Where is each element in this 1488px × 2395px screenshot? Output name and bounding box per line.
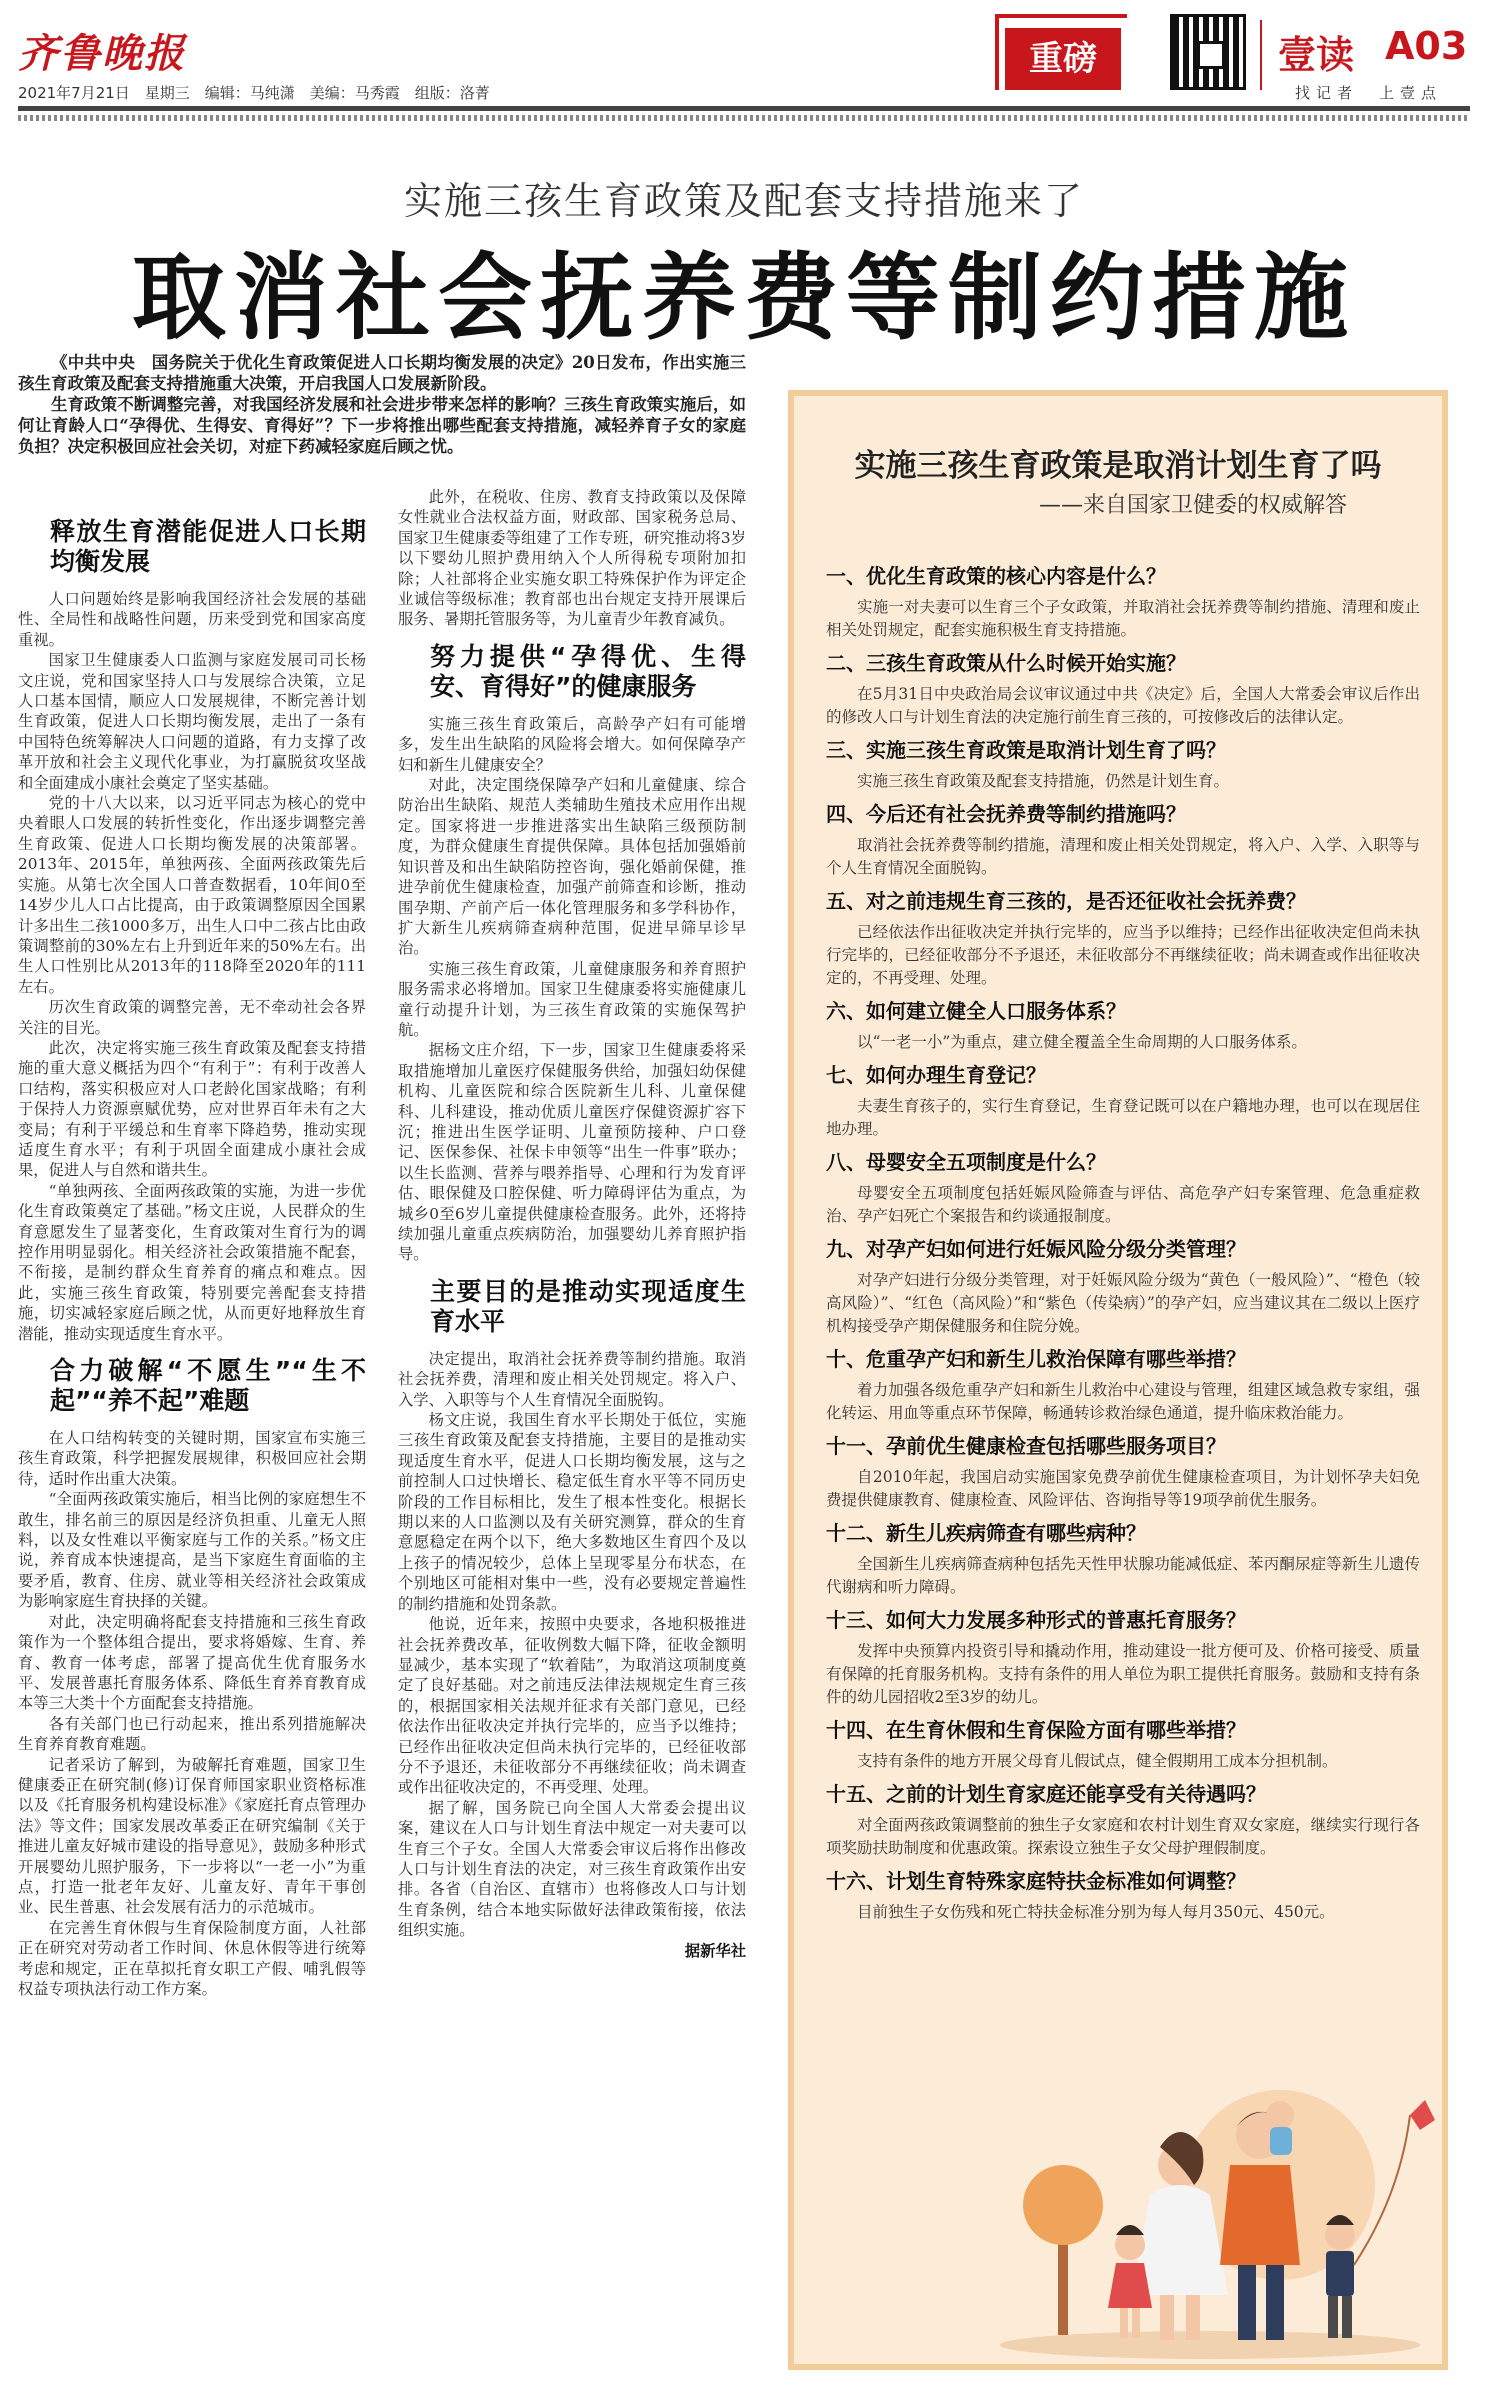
qa-question: 十四、在生育休假和生育保险方面有哪些举措？ [826,1718,1246,1742]
subheading: 释放生育潜能促进人口长期均衡发展 [50,517,366,576]
qa-answer: 全国新生儿疾病筛查病种包括先天性甲状腺功能减低症、苯丙酮尿症等新生儿遗传代谢病和听力障碍。 [826,1555,1420,1596]
qa-answer: 取消社会抚养费等制约措施，清理和废止相关处罚规定，将入户、入学、入职等与个人生育情况全面脱钩。 [826,836,1420,877]
qa-question: 一、优化生育政策的核心内容是什么？ [826,564,1166,588]
qa-question: 十二、新生儿疾病筛查有哪些病种？ [826,1521,1146,1545]
paragraph: “全面两孩政策实施后，相当比例的家庭想生不敢生，排名前三的原因是经济负担重、儿童无人照料，以及女性难以平衡家庭与工作的关系。”杨文庄说，养育成本快速提高，是当下家庭生育面临的主要矛盾，教育、住房、就业等相关经济社会政策成为影响家庭生育抉择的关键。 [18,1490,366,1611]
article-column-1 [18,505,366,2375]
qa-answer: 对孕产妇进行分级分类管理，对于妊娠风险分级为“黄色（一般风险）”、“橙色（较高风险）”、“红色（高风险）”和“紫色（传染病）”的孕产妇，应当建议其在二级以上医疗机构接受孕产期保健服务和住院分娩。 [826,1271,1420,1335]
paragraph: 人口问题始终是影响我国经济社会发展的基础性、全局性和战略性问题，历来受到党和国家高度重视。 [18,590,366,649]
paragraph: 决定提出，取消社会抚养费等制约措施。取消社会抚养费，清理和废止相关处罚规定。将入户、入学、入职等与个人生育情况全面脱钩。 [398,1349,746,1409]
qa-answer: 发挥中央预算内投资引导和撬动作用，推动建设一批方便可及、价格可接受、质量有保障的托育服务机构。支持有条件的用人单位为职工提供托育服务。鼓励和支持有条件的幼儿园招收2至3岁的幼儿。 [826,1642,1420,1706]
qa-answer: 以“一老一小”为重点，建立健全覆盖全生命周期的人口服务体系。 [857,1033,1307,1051]
paragraph: 实施三孩生育政策，儿童健康服务和养育照护服务需求必将增加。国家卫生健康委将实施健康儿童行动提升计划，为三孩生育政策的实施保驾护航。 [398,959,746,1039]
qa-answer: 夫妻生育孩子的，实行生育登记，生育登记既可以在户籍地办理，也可以在现居住地办理。 [826,1097,1420,1138]
paragraph: 据杨文庄介绍，下一步，国家卫生健康委将采取措施增加儿童医疗保健服务供给，加强妇幼保健机构、儿童医院和综合医院新生儿科、儿童保健科、儿科建设，推动优质儿童医疗保健资源扩容下沉；推进出生医学证明、儿童预防接种、户口登记、医保参保、社保卡申领等“出生一件事”联办；以生长监测、营养与喂养指导、心理和行为发育评估、眼保健及口腔保健、听力障碍评估为重点，为城乡0至6岁儿童提供健康检查服务。此外，还将持续加强儿童重点疾病防治，加强婴幼儿养育照护指导。 [398,1041,746,1264]
main-headline: 取消社会抚养费等制约措施 [131,244,1356,353]
paragraph: 对此，决定明确将配套支持措施和三孩生育政策作为一个整体组合提出，要求将婚嫁、生育、养育、教育一体考虑，部署了提高优生优育服务水平、发展普惠托育服务体系、降低生育养育教育成本等三大类十个方面配套支持措施。 [18,1612,366,1713]
masthead-rule [18,106,1470,111]
qa-answer: 着力加强各级危重孕产妇和新生儿救治中心建设与管理，组建区域急救专家组，强化转运、用血等重点环节保障，畅通转诊救治绿色通道，提升临床救治能力。 [826,1381,1420,1422]
paragraph: 在人口结构转变的关键时期，国家宣布实施三孩生育政策，科学把握发展规律，积极回应社会期待，适时作出重大决策。 [18,1429,366,1488]
lead-paragraph: 生育政策不断调整完善，对我国经济发展和社会进步带来怎样的影响？三孩生育政策实施后，如何让育龄人口“孕得优、生得安、育得好”？下一步将推出哪些配套支持措施，减轻养育子女的家庭负担？决定积极回应社会关切，对症下药减轻家庭后顾之忧。 [18,395,746,456]
family-illustration [980,2075,1440,2365]
qa-answer: 在5月31日中央政治局会议审议通过中共《决定》后，全国人大常委会审议后作出的修改人口与计划生育法的决定施行前生育三孩的，可按修改后的法律认定。 [826,685,1420,726]
paragraph: 各有关部门也已行动起来，推出系列措施解决生育养育教育难题。 [18,1714,366,1754]
qa-question: 二、三孩生育政策从什么时候开始实施？ [826,651,1186,675]
article-column-2 [398,487,746,2375]
qa-question: 三、实施三孩生育政策是取消计划生育了吗？ [826,738,1226,762]
qa-question: 六、如何建立健全人口服务体系？ [826,999,1126,1023]
paragraph: 此外，在税收、住房、教育支持政策以及保障女性就业合法权益方面，财政部、国家税务总局、国家卫生健康委等组建了工作专班，研究推动将3岁以下婴幼儿照护费用纳入个人所得税专项附加扣除；人社部将企业实施女职工特殊保护作为评定企业诚信等级标准；教育部也出台规定支持开展课后服务、暑期托管服务等，为儿童青少年教育减负。 [398,488,746,629]
section-banner: 重磅 [1005,28,1121,90]
qa-question: 十三、如何大力发展多种形式的普惠托育服务？ [826,1608,1246,1632]
subheading: 合力破解“不愿生”“生不起”“养不起”难题 [50,1356,366,1416]
subheading: 主要目的是推动实现适度生育水平 [430,1276,746,1336]
paragraph: “单独两孩、全面两孩政策的实施，为进一步优化生育政策奠定了基础。”杨文庄说，人民群众的生育意愿发生了显著变化，生育政策对生育行为的调控作用明显弱化。相关经济社会政策措施不配套，不衔接，是制约群众生育养育的痛点和难点。因此，实施三孩生育政策，特别要完善配套支持措施，切实减轻家庭后顾之忧，从而更好地释放生育潜能，推动实现适度生育水平。 [18,1181,366,1343]
qa-question: 十五、之前的计划生育家庭还能享受有关待遇吗？ [826,1782,1266,1806]
qa-answer: 自2010年起，我国启动实施国家免费孕前优生健康检查项目，为计划怀孕夫妇免费提供健康教育、健康检查、风险评估、咨询指导等19项孕前优生服务。 [826,1468,1420,1509]
qa-question: 九、对孕产妇如何进行妊娠风险分级分类管理？ [826,1237,1246,1261]
paragraph: 在完善生育休假与生育保险制度方面，人社部正在研究对劳动者工作时间、休息休假等进行统筹考虑和规定，正在草拟托育女职工产假、哺乳假等权益专项执法行动工作方案。 [18,1918,366,1998]
qa-question: 四、今后还有社会抚养费等制约措施吗？ [826,802,1186,826]
paragraph: 党的十八大以来，以习近平同志为核心的党中央着眼人口发展的转折性变化，作出逐步调整完善生育政策、促进人口长期均衡发展的决策部署。2013年、2015年，单独两孩、全面两孩政策先后实施。从第七次全国人口普查数据看，10年间0至14岁少儿人口占比提高，由于政策调整原因全国累计多出生二孩1000多万，出生人口中二孩占比由政策调整前的30%左右上升到近年来的50%左右。出生人口性别比从2013年的118降至2020年的111左右。 [18,794,366,996]
paragraph: 他说，近年来，按照中央要求，各地积极推进社会抚养费改革，征收例数大幅下降，征收金额明显减少，基本实现了“软着陆”，为取消这项制度奠定了良好基础。对之前违反法律法规规定生育三孩的，根据国家相关法规并征求有关部门意见，已经依法作出征收决定并执行完毕的，应当予以维持；已经作出征收决定但尚未执行完毕的，已经征收部分不予退还，未征收部分不再继续征收；尚未调查或作出征收决定的，不再受理、处理。 [398,1615,746,1797]
qa-answer: 支持有条件的地方开展父母育儿假试点，健全假期用工成本分担机制。 [857,1752,1338,1770]
qa-answer: 实施一对夫妻可以生育三个子女政策，并取消社会抚养费等制约措施、清理和废止相关处罚规定，配套实施积极生育支持措施。 [826,598,1420,639]
qa-answer: 母婴安全五项制度包括妊娠风险筛查与评估、高危孕产妇专案管理、危急重症救治、孕产妇死亡个案报告和约谈通报制度。 [826,1184,1420,1225]
qr-code-icon [1170,14,1246,90]
byline-source: 据新华社 [684,1941,746,1960]
lead-paragraphs [18,352,746,457]
qa-question: 五、对之前违规生育三孩的，是否还征收社会抚养费？ [826,889,1306,913]
paragraph: 对此，决定围绕保障孕产妇和儿童健康、综合防治出生缺陷、规范人类辅助生殖技术应用作出规定。国家将进一步推进落实出生缺陷三级预防制度，为群众健康生育提供保障。具体包括加强婚前知识普及和出生缺陷防控咨询，强化婚前保健，推进孕前优生健康检查，加强产前筛查和诊断，推动围孕期、产前产后一体化管理服务和多学科协作，扩大新生儿疾病筛查病种范围，促进早筛早诊早治。 [398,776,746,958]
sidebar-title: 实施三孩生育政策是取消计划生育了吗 [854,448,1382,484]
paragraph: 国家卫生健康委人口监测与家庭发展司司长杨文庄说，党和国家坚持人口与发展综合决策，立足人口基本国情，顺应人口发展规律，不断完善计划生育政策，促进人口长期均衡发展，走出了一条有中国特色统筹解决人口问题的道路，有力支撑了改革开放和社会主义现代化事业，为打赢脱贫攻坚战和全面建成小康社会奠定了坚实基础。 [18,651,366,792]
lead-paragraph: 《中共中央 国务院关于优化生育政策促进人口长期均衡发展的决定》20日发布，作出实施三孩生育政策及配套支持措施重大决策，开启我国人口发展新阶段。 [18,353,746,393]
paragraph: 杨文庄说，我国生育水平长期处于低位，实施三孩生育政策及配套支持措施，主要目的是推动实现适度生育水平，促进人口长期均衡发展，这与之前控制人口过快增长、稳定低生育水平等不同历史阶段的工作目标相比，发生了根本性变化。根据长期以来的人口监测以及有关研究测算，群众的生育意愿稳定在两个以下，绝大多数地区生育四个及以上孩子的情况较少，总体上呈现零星分布状态，在个别地区可能相对集中一些，没有必要规定普遍性的制约措施和处罚条款。 [398,1411,746,1613]
qa-answer: 实施三孩生育政策及配套支持措施，仍然是计划生育。 [857,772,1230,790]
qa-answer: 目前独生子女伤残和死亡特扶金标准分别为每人每月350元、450元。 [857,1903,1335,1921]
reporter-slogan: 找记者 上壹点 [1295,84,1443,102]
paragraph: 记者采访了解到，为破解托育难题，国家卫生健康委正在研究制(修)订保育师国家职业资格标准以及《托育服务机构建设标准》《家庭托育点管理办法》等文件；国家发展改革委正在研究编制《关于推进儿童友好城市建设的指导意见》，鼓励多种形式开展婴幼儿照护服务，下一步将以“一老一小”为重点，打造一批老年友好、儿童友好、青年干事创业、民生普惠、社会发展有活力的示范城市。 [18,1755,366,1917]
paragraph: 实施三孩生育政策后，高龄孕产妇有可能增多，发生出生缺陷的风险将会增大。如何保障孕产妇和新生儿健康安全？ [398,714,746,774]
newspaper-logo: 齐鲁晚报 [18,30,186,77]
kicker-headline: 实施三孩生育政策及配套支持措施来了 [403,179,1084,223]
qa-question: 十一、孕前优生健康检查包括哪些服务项目？ [826,1434,1226,1458]
qa-list [826,555,1420,2095]
divider [1260,20,1262,90]
paragraph: 历次生育政策的调整完善，无不牵动社会各界关注的目光。 [18,998,366,1037]
page-number: A03 [1385,24,1468,68]
sidebar-subtitle: ——来自国家卫健委的权威解答 [1038,493,1347,518]
qa-question: 十、危重孕产妇和新生儿救治保障有哪些举措？ [826,1347,1246,1371]
section-name: 壹读 [1278,33,1355,77]
qa-question: 十六、计划生育特殊家庭特扶金标准如何调整？ [826,1869,1246,1893]
paragraph: 据了解，国务院已向全国人大常委会提出议案，建议在人口与计划生育法中规定一对夫妻可以生育三个子女。全国人大常委会审议后将作出修改人口与计划生育法的决定，对三孩生育政策作出安排。各省（自治区、直辖市）也将修改人口与计划生育条例，结合本地实际做好法律政策衔接，依法组织实施。 [398,1798,746,1940]
masthead-dotted-rule [18,115,1470,121]
qa-answer: 已经依法作出征收决定并执行完毕的，应当予以维持；已经作出征收决定但尚未执行完毕的，已经征收部分不予退还，未征收部分不再继续征收；尚未调查或作出征收决定的，不再受理、处理。 [826,923,1420,987]
qa-question: 八、母婴安全五项制度是什么？ [826,1150,1106,1174]
subheading: 努力提供“孕得优、生得安、育得好”的健康服务 [430,641,746,701]
paragraph: 此次，决定将实施三孩生育政策及配套支持措施的重大意义概括为四个“有利于”：有利于改善人口结构，落实积极应对人口老龄化国家战略；有利于保持人力资源禀赋优势，应对世界百年未有之大变局；有利于平缓总和生育率下降趋势，推动实现适度生育水平；有利于巩固全面建成小康社会成果，促进人与自然和谐共生。 [18,1038,366,1180]
qa-answer: 对全面两孩政策调整前的独生子女家庭和农村计划生育双女家庭，继续实行现行各项奖励扶助制度和优惠政策。探索设立独生子女父母护理假制度。 [826,1816,1420,1857]
qa-question: 七、如何办理生育登记？ [826,1063,1046,1087]
dateline: 2021年7月21日 星期三 编辑：马纯潇 美编：马秀霞 组版：洛菁 [18,84,490,102]
